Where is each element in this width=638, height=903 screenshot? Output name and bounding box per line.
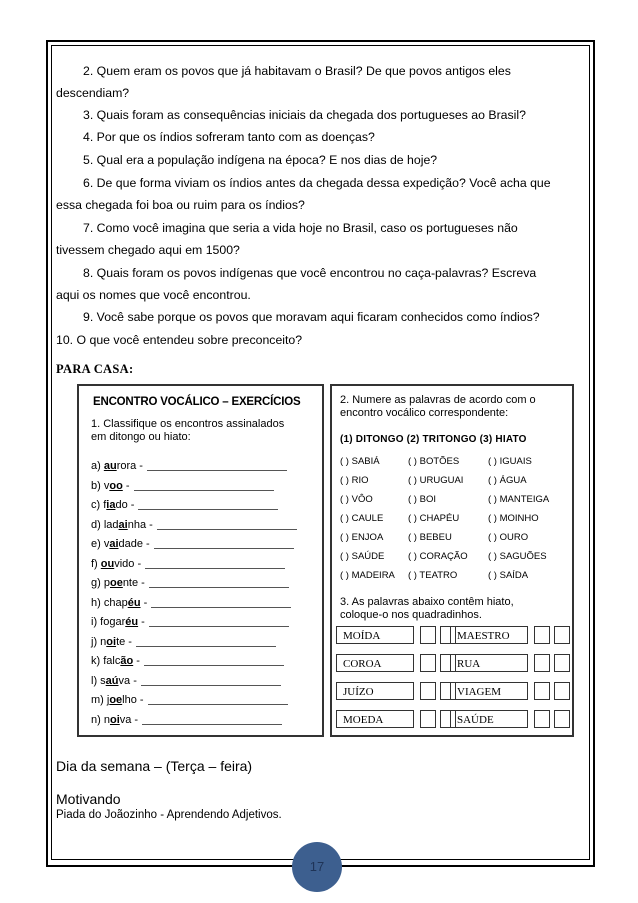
exercise-word: f) ouvido - [91, 557, 142, 570]
numbering-option[interactable]: ( ) MANTEIGA [488, 494, 550, 505]
answer-square[interactable] [534, 710, 550, 728]
hiato-word: RUA [450, 654, 528, 672]
numbering-option[interactable]: ( ) URUGUAI [408, 475, 464, 486]
question-7: 7. Como você imagina que seria a vida hoje no Brasil, caso os portugueses não tivessem chegado aqui em 1500? [56, 221, 518, 257]
numbering-option[interactable]: ( ) MADEIRA [340, 570, 395, 581]
answer-square[interactable] [534, 626, 550, 644]
answer-line[interactable] [134, 490, 274, 491]
piada-title: Piada do Joãozinho - Aprendendo Adjetivos. [56, 809, 282, 821]
answer-square[interactable] [420, 626, 436, 644]
exercise-word: i) fogaréu - [91, 616, 145, 628]
answer-line[interactable] [147, 470, 287, 471]
motivando-heading: Motivando [56, 791, 121, 807]
question-8: 8. Quais foram os povos indígenas que você encontrou no caça-palavras? Escreva aqui os nomes que você encontrou. [56, 266, 537, 302]
exercise-word: k) falcão - [91, 655, 140, 667]
numbering-option[interactable]: ( ) VÔO [340, 494, 373, 505]
exercise-word: b) voo - [91, 479, 130, 492]
exercise-item [91, 655, 284, 667]
worksheet-right-panel [330, 384, 574, 737]
exercise-word: e) vaidade - [91, 538, 150, 550]
exercise-item [91, 636, 276, 648]
numbering-option[interactable]: ( ) BOTÕES [408, 456, 460, 467]
answer-line[interactable] [141, 685, 281, 686]
exercise-word: j) noite - [91, 635, 132, 648]
para-casa-heading: PARA CASA: [56, 362, 134, 376]
answer-square[interactable] [554, 626, 570, 644]
question-4: 4. Por que os índios sofreram tanto com as doenças? [83, 130, 375, 144]
numbering-option[interactable]: ( ) ENJOA [340, 532, 384, 543]
answer-square[interactable] [534, 682, 550, 700]
exercise-item [91, 714, 282, 726]
answer-line[interactable] [151, 607, 291, 608]
numbering-option[interactable]: ( ) SAGUÕES [488, 551, 547, 562]
answer-line[interactable] [144, 665, 284, 666]
hiato-word: COROA [336, 654, 414, 672]
exercise-word: a) aurora - [91, 460, 143, 472]
exercise-item [91, 499, 278, 511]
numbering-option[interactable]: ( ) OURO [488, 532, 529, 543]
exercise-item [91, 597, 291, 609]
numbering-option[interactable]: ( ) CHAPÉU [408, 513, 460, 524]
question-6: 6. De que forma viviam os índios antes da chegada dessa expedição? Você acha que essa chegada foi boa ou ruim para os índios? [56, 176, 551, 212]
numbering-option[interactable]: ( ) SAÚDE [340, 551, 385, 562]
numbering-option[interactable]: ( ) IGUAIS [488, 456, 532, 467]
hiato-word: MOEDA [336, 710, 414, 728]
exercise-item [91, 558, 285, 570]
answer-square[interactable] [554, 710, 570, 728]
numbering-option[interactable]: ( ) CAULE [340, 513, 384, 524]
exercise-word: h) chapéu - [91, 596, 148, 609]
numbering-option[interactable]: ( ) CORAÇÃO [408, 551, 468, 562]
answer-square[interactable] [554, 654, 570, 672]
numbering-option[interactable]: ( ) RIO [340, 475, 369, 486]
answer-line[interactable] [148, 704, 288, 705]
question-3: 3. Quais foram as consequências iniciais da chegada dos portugueses ao Brasil? [83, 108, 526, 122]
worksheet-image [77, 384, 572, 742]
exercise-item [91, 577, 289, 589]
answer-line[interactable] [138, 509, 278, 510]
exercise-word: l) saúva - [91, 674, 137, 687]
exercise-word: d) ladainha - [91, 518, 153, 531]
day-of-week: Dia da semana – (Terça – feira) [56, 758, 253, 774]
numbering-option[interactable]: ( ) SAÍDA [488, 570, 529, 581]
answer-line[interactable] [149, 587, 289, 588]
worksheet-left-panel [77, 384, 324, 737]
answer-line[interactable] [142, 724, 282, 725]
hiato-word: MAESTRO [450, 626, 528, 644]
page-number: 17 [292, 842, 342, 892]
numbering-option[interactable]: ( ) MOINHO [488, 513, 539, 524]
exercise-item [91, 480, 274, 492]
question-9: 9. Você sabe porque os povos que moravam aqui ficaram conhecidos como índios? [83, 310, 540, 324]
exercise-word: c) fiado - [91, 499, 135, 511]
hiato-word: VIAGEM [450, 682, 528, 700]
question-2: 2. Quem eram os povos que já habitavam o Brasil? De que povos antigos eles descendiam? [56, 64, 511, 100]
hiato-word: MOÍDA [336, 626, 414, 644]
answer-line[interactable] [157, 529, 297, 530]
exercise-word: m) joelho - [91, 694, 144, 706]
numbering-option[interactable]: ( ) BEBEU [408, 532, 452, 543]
exercise-item [91, 616, 289, 628]
answer-square[interactable] [420, 682, 436, 700]
answer-square[interactable] [420, 710, 436, 728]
hiato-word: JUÍZO [336, 682, 414, 700]
answer-square[interactable] [534, 654, 550, 672]
exercise-word: n) noiva - [91, 713, 139, 726]
exercise-item [91, 460, 287, 472]
answer-line[interactable] [136, 646, 276, 647]
left-instruction: 1. Classifique os encontros assinalados em ditongo ou hiato: [91, 418, 285, 443]
numbering-option[interactable]: ( ) TEATRO [408, 570, 458, 581]
hiato-word: SAÚDE [450, 710, 528, 728]
answer-line[interactable] [149, 626, 289, 627]
question-5: 5. Qual era a população indígena na época? E nos dias de hoje? [83, 153, 438, 167]
exercise-word: g) poente - [91, 577, 145, 589]
numbering-option[interactable]: ( ) SABIÁ [340, 456, 380, 467]
answer-square[interactable] [420, 654, 436, 672]
answer-line[interactable] [154, 548, 294, 549]
answer-line[interactable] [145, 568, 285, 569]
worksheet-title: ENCONTRO VOCÁLICO – EXERCÍCIOS [93, 396, 301, 408]
part3-instruction: 3. As palavras abaixo contêm hiato, coloque-o nos quadradinhos. [340, 596, 514, 621]
exercise-item [91, 519, 297, 531]
answer-square[interactable] [554, 682, 570, 700]
numbering-option[interactable]: ( ) BOI [408, 494, 436, 505]
exercise-item [91, 538, 294, 550]
exercise-item [91, 694, 288, 706]
numbering-option[interactable]: ( ) ÁGUA [488, 475, 527, 486]
exercise-item [91, 675, 281, 687]
question-10: 10. O que você entendeu sobre preconceito? [56, 333, 303, 347]
encounter-legend: (1) DITONGO (2) TRITONGO (3) HIATO [340, 434, 527, 445]
right-instruction: 2. Numere as palavras de acordo com o encontro vocálico correspondente: [340, 394, 536, 419]
